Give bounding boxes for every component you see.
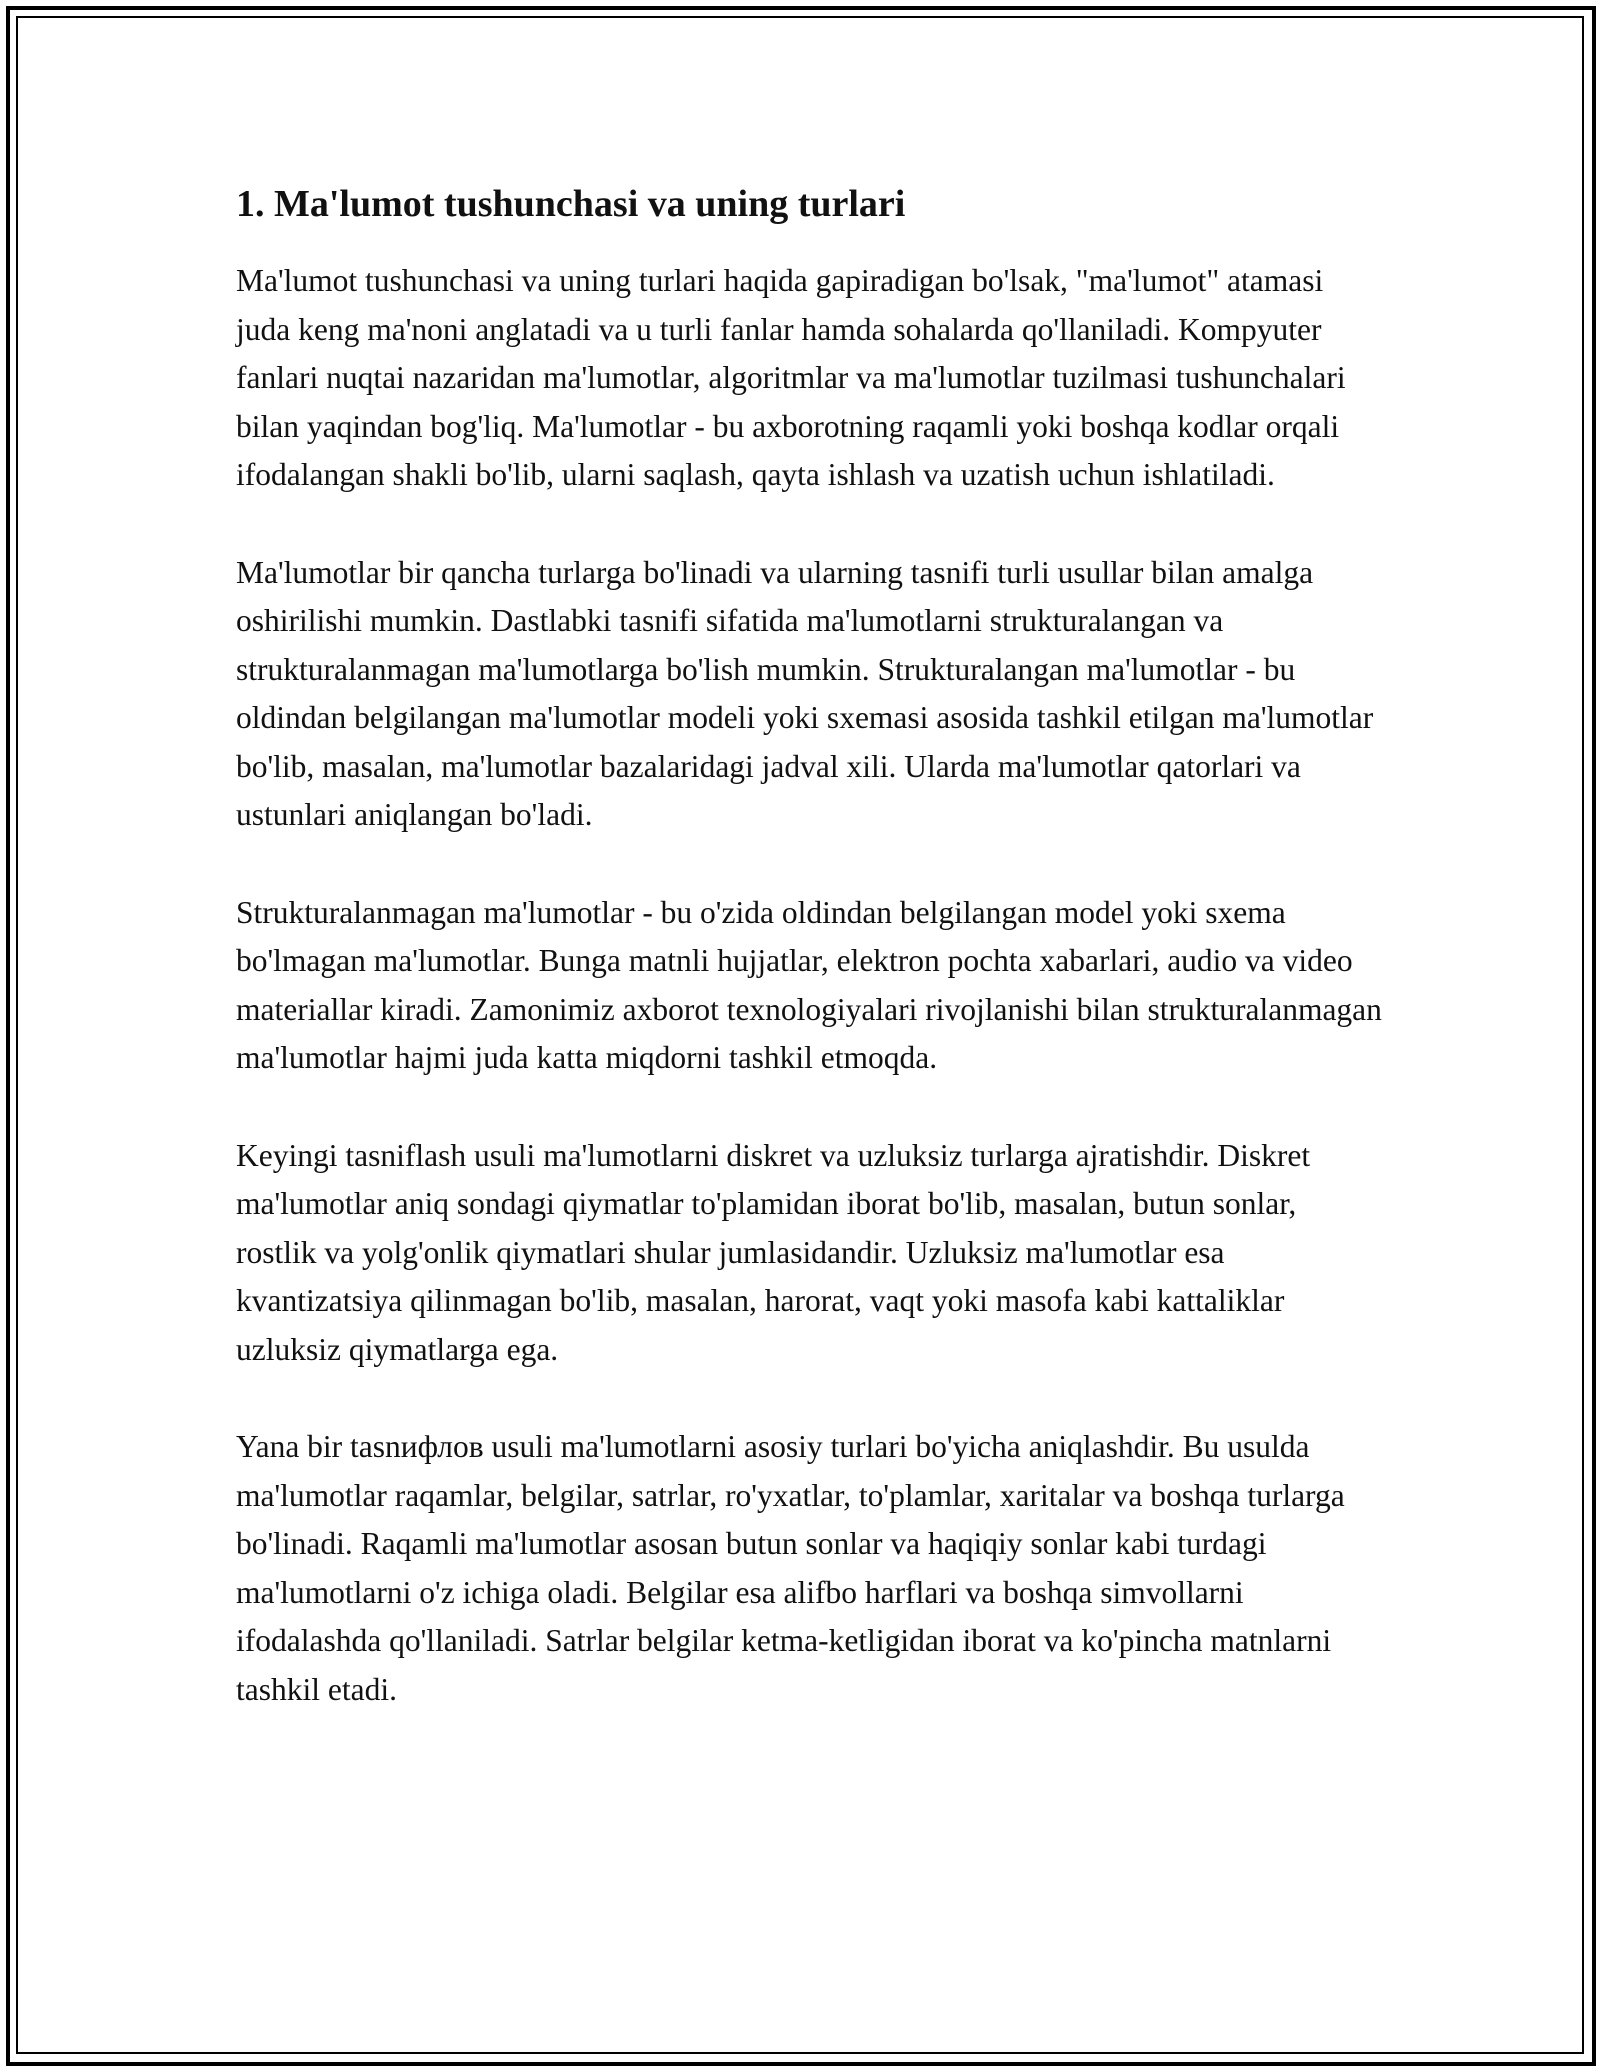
paragraph: Keyingi tasniflash usuli ma'lumotlarni diskret va uzluksiz turlarga ajratishdir. Diskret ma'lumotlar aniq sondagi qiymatlar to'plamidan iborat bo'lib, masalan, butun sonlar, rostlik va yolg'onlik qiymatlari shular jumlasidandir. Uzluksiz ma'lumotlar esa kvantizatsiya qilinmagan bo'lib, masalan, harorat, vaqt yoki masofa kabi kattaliklar uzluksiz qiymatlarga ega. bbox=[236, 1137, 1311, 1367]
paragraph: Ma'lumotlar bir qancha turlarga bo'linadi va ularning tasnifi turli usullar bilan amalga oshirilishi mumkin. Dastlabki tasnifi sifatida ma'lumotlarni strukturalangan va strukturalanmagan ma'lumotlarga bo'lish mumkin. Strukturalangan ma'lumotlar - bu oldindan belgilangan ma'lumotlar modeli yoki sxemasi asosida tashkil etilgan ma'lumotlar bo'lib, masalan, ma'lumotlar bazalaridagi jadval xili. Ularda ma'lumotlar qatorlari va ustunlari aniqlangan bo'ladi. bbox=[236, 554, 1374, 833]
paragraph: Strukturalanmagan ma'lumotlar - bu o'zida oldindan belgilangan model yoki sxema bo'lmagan ma'lumotlar. Bunga matnli hujjatlar, elektron pochta xabarlari, audio va video materiallar kiradi. Zamonimiz axborot texnologiyalari rivojlanishi bilan strukturalanmagan ma'lumotlar hajmi juda katta miqdorni tashkil etmoqda. bbox=[236, 894, 1382, 1076]
document-body bbox=[236, 178, 1382, 1763]
section-title: 1. Ma'lumot tushunchasi va uning turlari bbox=[236, 183, 906, 225]
paragraph: Ma'lumot tushunchasi va uning turlari haqida gapiradigan bo'lsak, "ma'lumot" atamasi juda keng ma'noni anglatadi va u turli fanlar hamda sohalarda qo'llaniladi. Kompyuter fanlari nuqtai nazaridan ma'lumotlar, algoritmlar va ma'lumotlar tuzilmasi tushunchalari bilan yaqindan bog'liq. Ma'lumotlar - bu axborotning raqamli yoki boshqa kodlar orqali ifodalangan shakli bo'lib, ularni saqlash, qayta ishlash va uzatish uchun ishlatiladi. bbox=[236, 263, 1346, 493]
paragraph: Yana bir tasnифлов usuli ma'lumotlarni asosiy turlari bo'yicha aniqlashdir. Bu usulda ma'lumotlar raqamlar, belgilar, satrlar, ro'yxatlar, to'plamlar, xaritalar va boshqa turlarga bo'linadi. Raqamli ma'lumotlar asosan butun sonlar va haqiqiy sonlar kabi turdagi ma'lumotlarni o'z ichiga oladi. Belgilar esa alifbo harflari va boshqa simvollarni ifodalashda qo'llaniladi. Satrlar belgilar ketma-ketligidan iborat va ko'pincha matnlarni tashkil etadi. bbox=[236, 1429, 1345, 1707]
